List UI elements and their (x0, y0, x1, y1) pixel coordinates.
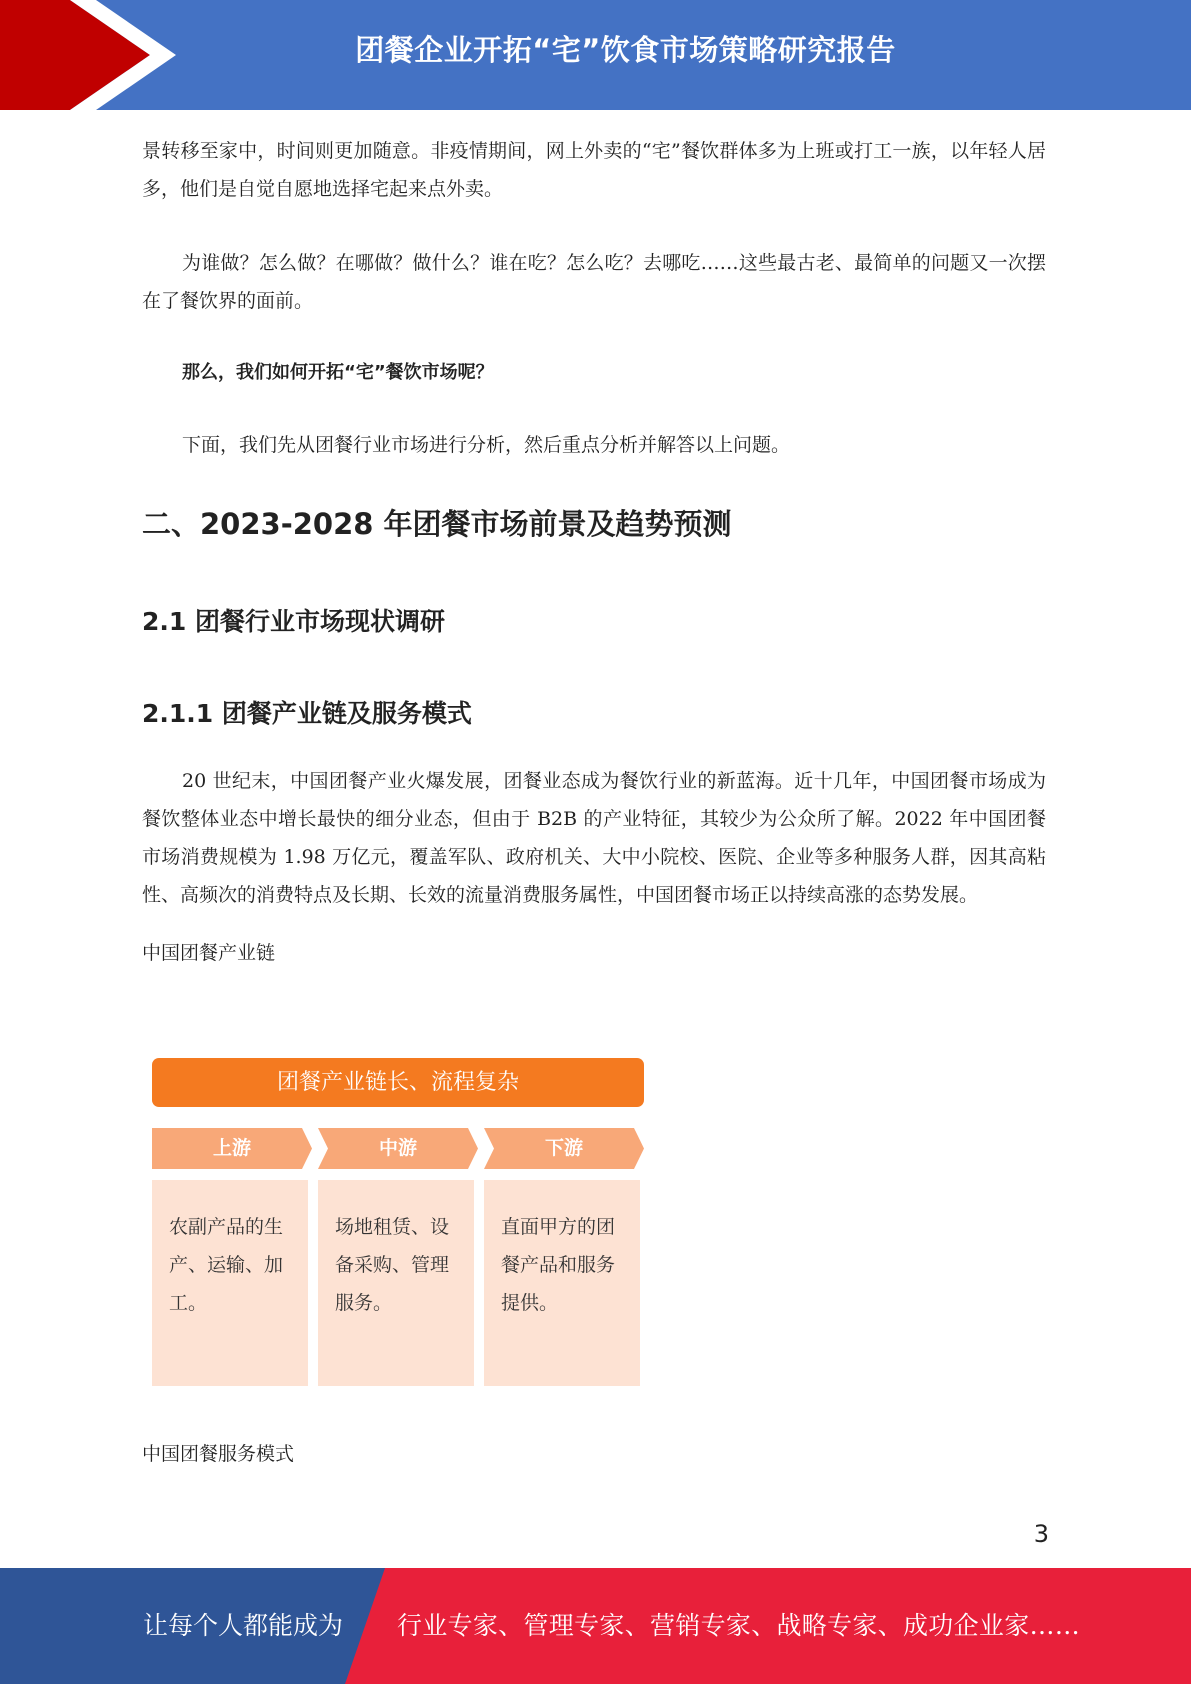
paragraph-intro-analysis: 下面，我们先从团餐行业市场进行分析，然后重点分析并解答以上问题。 (182, 434, 791, 456)
stage-label-downstream: 下游 (544, 1137, 583, 1159)
stage-chevron-upstream (152, 1128, 312, 1169)
caption-service-model: 中国团餐服务模式 (142, 1443, 295, 1465)
main-content (142, 132, 1046, 972)
question-line: 那么，我们如何开拓“宅”餐饮市场呢？ (182, 362, 494, 383)
stage-desc-upstream: 农副产品的生产、运输、加工。 (152, 1180, 308, 1386)
header-title: 团餐企业开拓“宅”饮食市场策略研究报告 (355, 33, 896, 67)
stage-label-upstream: 上游 (212, 1137, 251, 1159)
stage-desc-midstream: 场地租赁、设备采购、管理服务。 (318, 1180, 474, 1386)
stage-chevron-midstream (318, 1128, 478, 1169)
page-number: 3 (1033, 1520, 1049, 1548)
stage-desc-downstream: 直面甲方的团餐产品和服务提供。 (484, 1180, 640, 1386)
page-header (0, 0, 1191, 110)
paragraph-continuation: 景转移至家中，时间则更加随意。非疫情期间，网上外卖的“宅”餐饮群体多为上班或打工一族，以年轻人居多，他们是自觉自愿地选择宅起来点外卖。 (142, 140, 1046, 200)
section-heading: 二、2023-2028 年团餐市场前景及趋势预测 (142, 507, 732, 541)
paragraph-questions: 为谁做？怎么做？在哪做？做什么？谁在吃？怎么吃？去哪吃……这些最古老、最简单的问题又一次摆在了餐饮界的面前。 (142, 252, 1046, 312)
paragraph-industry-overview: 20 世纪末，中国团餐产业火爆发展，团餐业态成为餐饮行业的新蓝海。近十几年，中国团餐市场成为餐饮整体业态中增长最快的细分业态，但由于 B2B 的产业特征，其较少为公众所了解。2022 年中国团餐市场消费规模为 1.98 万亿元，覆盖军队、政府机关、大中小院校、医院、企业等多种服务人群，因其高粘性、高频次的消费特点及长期、长效的流量消费服务属性，中国团餐市场正以持续高涨的态势发展。 (142, 770, 1046, 906)
footer-slogan-right: 行业专家、管理专家、营销专家、战略专家、成功企业家…… (397, 1611, 1081, 1640)
footer-slogan-left: 让每个人都能成为 (143, 1611, 344, 1640)
stage-chevron-downstream (484, 1128, 644, 1169)
stage-label-midstream: 中游 (378, 1137, 417, 1159)
figure-banner: 团餐产业链长、流程复杂 (152, 1058, 644, 1107)
industry-chain-figure (152, 1058, 644, 1386)
subsection-heading-2-1: 2.1 团餐行业市场现状调研 (142, 607, 445, 636)
caption-industry-chain: 中国团餐产业链 (142, 942, 276, 964)
page-footer (0, 1568, 1191, 1684)
subsection-heading-2-1-1: 2.1.1 团餐产业链及服务模式 (142, 699, 472, 728)
